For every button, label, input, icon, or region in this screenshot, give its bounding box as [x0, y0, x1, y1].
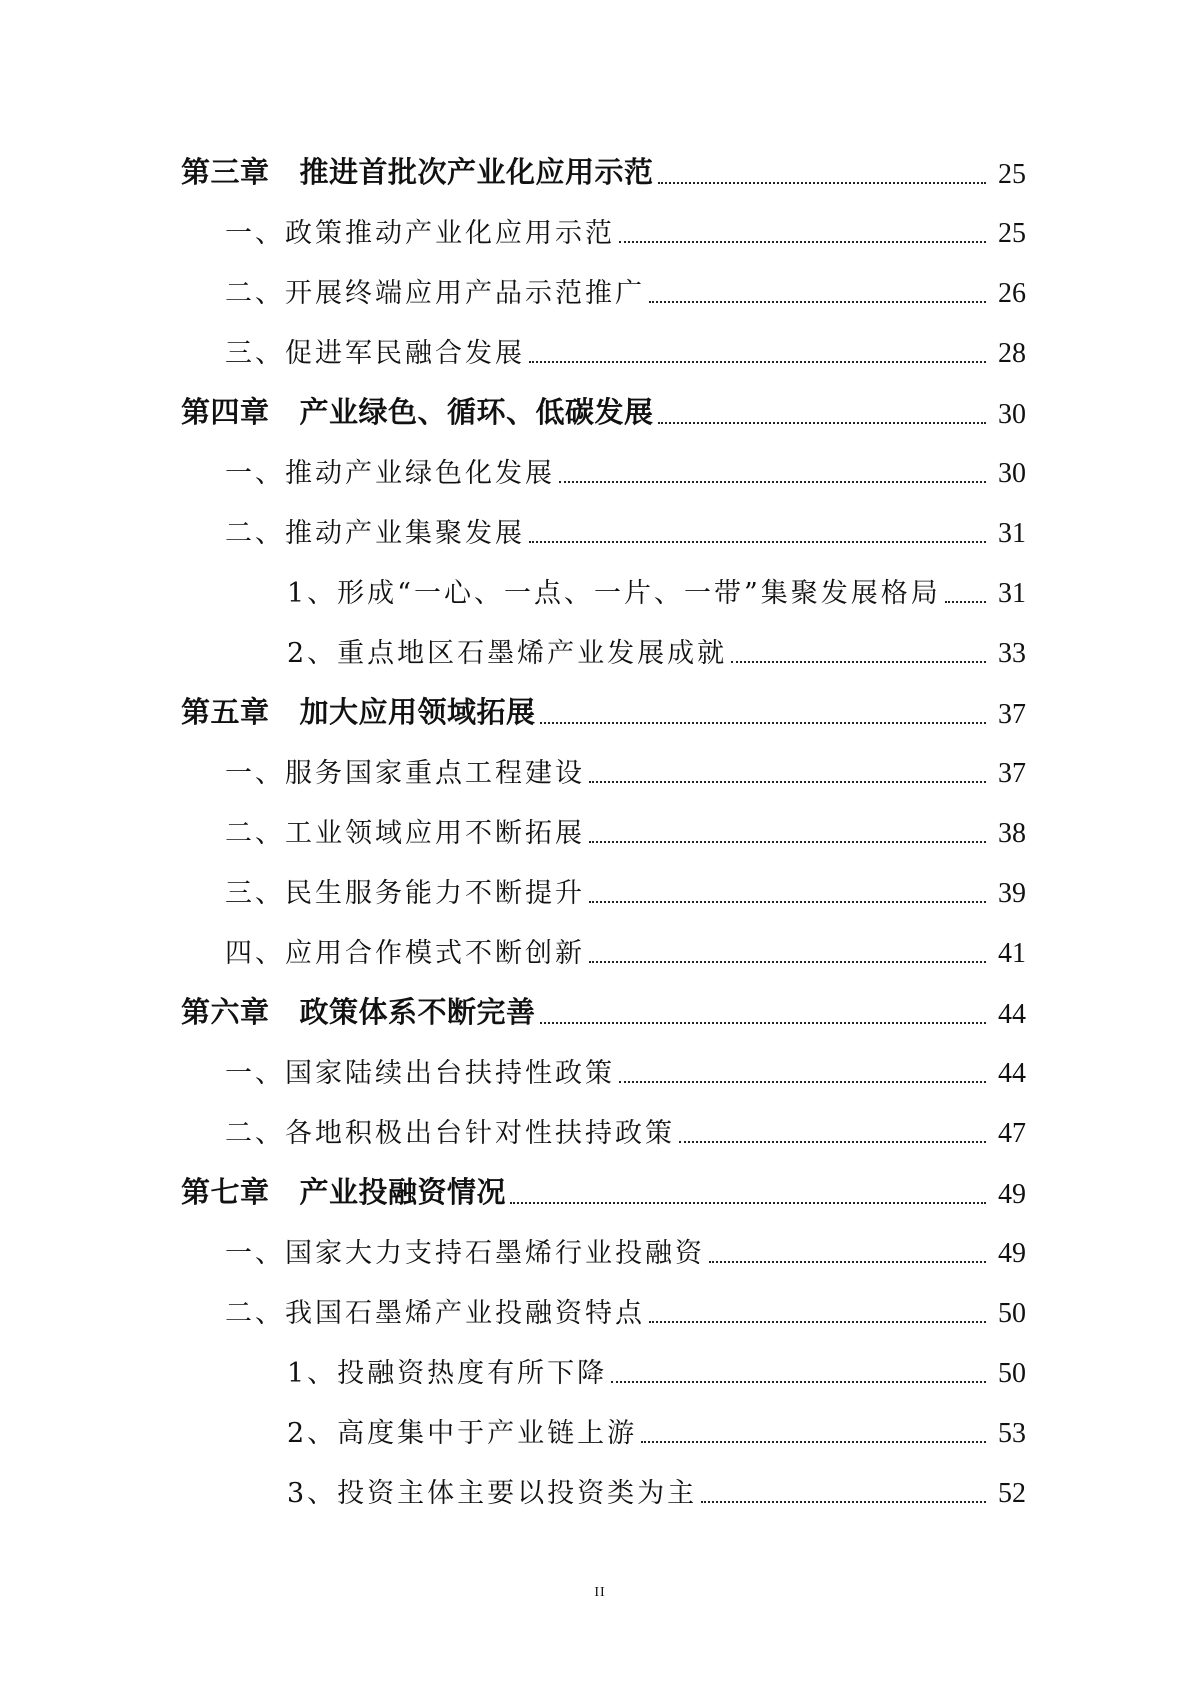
toc-page-number: 37: [998, 757, 1026, 789]
toc-page-number: 39: [998, 877, 1026, 909]
toc-entry-title: 四、应用合作模式不断创新: [225, 937, 585, 969]
toc-page-number: 50: [998, 1297, 1026, 1329]
dot-leader: [649, 301, 986, 303]
toc-entry-title: 推进首批次产业化应用示范: [299, 154, 654, 189]
toc-entry-section[interactable]: [0, 1040, 1200, 1100]
toc-entry-chapter[interactable]: [0, 680, 1200, 740]
toc-entry-section[interactable]: [0, 860, 1200, 920]
toc-entry-section[interactable]: [0, 200, 1200, 260]
toc-entry-title: 一、推动产业绿色化发展: [225, 457, 555, 489]
toc-page-number: 31: [998, 577, 1026, 609]
toc-entry-sub[interactable]: [0, 1460, 1200, 1520]
toc-entry-label: [225, 211, 615, 250]
toc-entry-label: [225, 931, 585, 970]
toc-page-number: 50: [998, 1357, 1026, 1389]
dot-leader: [510, 1202, 986, 1204]
toc-entry-section[interactable]: [0, 1280, 1200, 1340]
toc-entry-title: 二、我国石墨烯产业投融资特点: [225, 1297, 645, 1329]
toc-entry-label: [287, 1471, 697, 1510]
toc-page-number: 30: [998, 457, 1026, 489]
dot-leader: [649, 1321, 986, 1323]
toc-entry-title: 三、促进军民融合发展: [225, 337, 525, 369]
dot-leader: [540, 722, 986, 724]
toc-entry-title: 产业投融资情况: [299, 1174, 507, 1209]
dot-leader: [559, 481, 986, 483]
toc-entry-title: 2、重点地区石墨烯产业发展成就: [287, 637, 728, 669]
toc-entry-label: [225, 1111, 675, 1150]
dot-leader: [619, 241, 986, 243]
dot-leader: [540, 1022, 986, 1024]
dot-leader: [709, 1261, 986, 1263]
dot-leader: [641, 1441, 986, 1443]
toc-entry-title: 政策体系不断完善: [299, 994, 536, 1029]
toc-entry-title: 二、工业领域应用不断拓展: [225, 817, 585, 849]
toc-entry-section[interactable]: [0, 320, 1200, 380]
toc-entry-sub[interactable]: [0, 1400, 1200, 1460]
toc-entry-section[interactable]: [0, 920, 1200, 980]
toc-entry-chapter[interactable]: [0, 140, 1200, 200]
toc-entry-sub[interactable]: [0, 560, 1200, 620]
toc-page-number: 33: [998, 637, 1026, 669]
toc-page-number: 30: [998, 398, 1026, 430]
toc-page-number: 26: [998, 277, 1026, 309]
toc-page-number: 53: [998, 1417, 1026, 1449]
toc-page-number: 41: [998, 937, 1026, 969]
toc-entry-title: 一、政策推动产业化应用示范: [225, 217, 615, 249]
toc-entry-label: [225, 1051, 615, 1090]
toc-entry-label: [181, 990, 536, 1031]
dot-leader: [589, 901, 986, 903]
toc-entry-label: [225, 751, 585, 790]
toc-entry-title: 一、国家大力支持石墨烯行业投融资: [225, 1237, 705, 1269]
dot-leader: [701, 1501, 986, 1503]
toc-page-number: 25: [998, 217, 1026, 249]
toc-entry-label: [287, 571, 941, 610]
toc-entry-title: 一、服务国家重点工程建设: [225, 757, 585, 789]
toc-entry-label: [181, 390, 654, 431]
toc-page-number: 44: [998, 1057, 1026, 1089]
toc-entry-label: [225, 1291, 645, 1330]
toc-entry-title: 二、推动产业集聚发展: [225, 517, 525, 549]
toc-entry-label: [225, 331, 525, 370]
toc-entry-chapter[interactable]: [0, 980, 1200, 1040]
toc-page-number: 28: [998, 337, 1026, 369]
toc-page-number: 44: [998, 998, 1026, 1030]
toc-entry-label: [225, 511, 525, 550]
toc-entry-title: 一、国家陆续出台扶持性政策: [225, 1057, 615, 1089]
chapter-number: 第四章: [181, 394, 270, 429]
toc-entry-title: 加大应用领域拓展: [299, 694, 536, 729]
dot-leader: [529, 541, 986, 543]
toc-entry-title: 3、投资主体主要以投资类为主: [287, 1477, 698, 1509]
toc-entry-sub[interactable]: [0, 620, 1200, 680]
dot-leader: [589, 961, 986, 963]
toc-page-number: 38: [998, 817, 1026, 849]
toc-entry-label: [181, 150, 654, 191]
toc-entry-label: [287, 1411, 637, 1450]
toc-entry-label: [287, 631, 727, 670]
toc-entry-title: 产业绿色、循环、低碳发展: [299, 394, 654, 429]
toc-entry-title: 二、开展终端应用产品示范推广: [225, 277, 645, 309]
toc-entry-label: [225, 1231, 705, 1270]
toc-entry-label: [225, 451, 555, 490]
toc-entry-label: [181, 690, 536, 731]
toc-entry-section[interactable]: [0, 740, 1200, 800]
toc-entry-chapter[interactable]: [0, 380, 1200, 440]
chapter-number: 第七章: [181, 1174, 270, 1209]
dot-leader: [619, 1081, 986, 1083]
dot-leader: [945, 601, 986, 603]
toc-entry-chapter[interactable]: [0, 1160, 1200, 1220]
toc-entry-title: 2、高度集中于产业链上游: [287, 1417, 638, 1449]
dot-leader: [529, 361, 986, 363]
toc-page-number: 49: [998, 1178, 1026, 1210]
chapter-number: 第三章: [181, 154, 270, 189]
toc-entry-label: [225, 271, 645, 310]
toc-page-number: 52: [998, 1477, 1026, 1509]
toc-page-number: 49: [998, 1237, 1026, 1269]
page-number-footer: II: [594, 1585, 606, 1600]
toc-entry-section[interactable]: [0, 1220, 1200, 1280]
toc-entry-label: [181, 1170, 506, 1211]
toc-entry-label: [225, 871, 585, 910]
toc-entry-sub[interactable]: [0, 1340, 1200, 1400]
toc-entry-section[interactable]: [0, 800, 1200, 860]
chapter-number: 第五章: [181, 694, 270, 729]
toc-page-number: 47: [998, 1117, 1026, 1149]
dot-leader: [658, 182, 986, 184]
table-of-contents: [0, 140, 1200, 1520]
toc-page-number: 25: [998, 158, 1026, 190]
dot-leader: [731, 661, 986, 663]
toc-entry-label: [225, 811, 585, 850]
toc-entry-section[interactable]: [0, 500, 1200, 560]
chapter-number: 第六章: [181, 994, 270, 1029]
dot-leader: [658, 422, 986, 424]
toc-entry-label: [287, 1351, 607, 1390]
toc-entry-section[interactable]: [0, 1100, 1200, 1160]
toc-entry-title: 1、投融资热度有所下降: [287, 1357, 608, 1389]
dot-leader: [679, 1141, 986, 1143]
toc-page-number: 37: [998, 698, 1026, 730]
toc-entry-section[interactable]: [0, 440, 1200, 500]
toc-entry-title: 三、民生服务能力不断提升: [225, 877, 585, 909]
dot-leader: [611, 1381, 986, 1383]
toc-entry-title: 1、形成“一心、一点、一片、一带”集聚发展格局: [287, 577, 941, 609]
dot-leader: [589, 781, 986, 783]
dot-leader: [589, 841, 986, 843]
toc-page-number: 31: [998, 517, 1026, 549]
toc-entry-title: 二、各地积极出台针对性扶持政策: [225, 1117, 675, 1149]
toc-entry-section[interactable]: [0, 260, 1200, 320]
